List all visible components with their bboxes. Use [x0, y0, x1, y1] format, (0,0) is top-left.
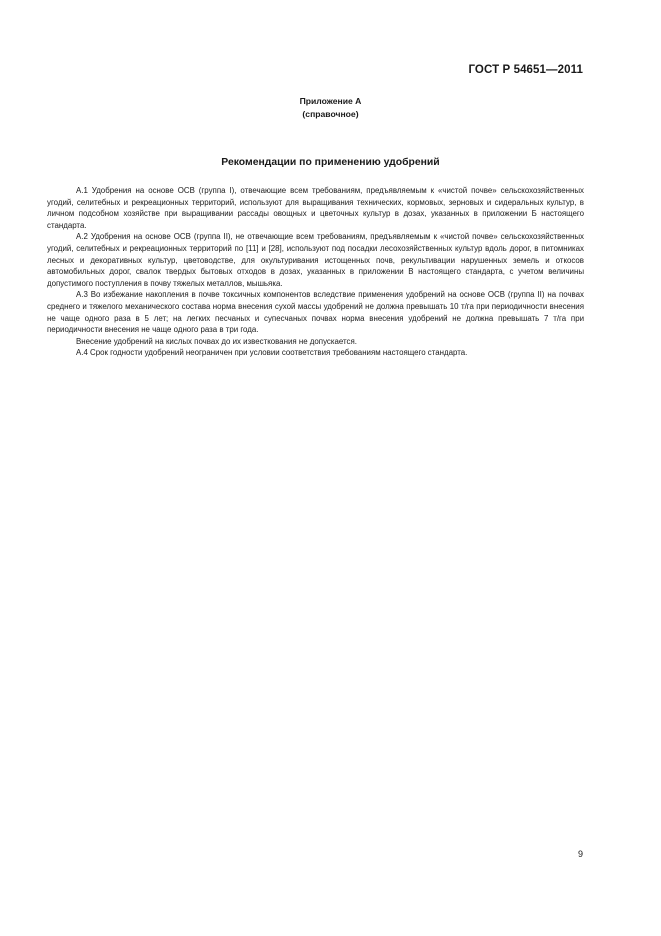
paragraph-a4: А.4 Срок годности удобрений неограничен при условии соответствия требованиям настоящего стандарта. — [76, 348, 468, 358]
section-title: Рекомендации по применению удобрений — [221, 157, 440, 168]
paragraph-a3: А.3 Во избежание накопления в почве токсичных компонентов вследствие применения удобрений на основе ОСВ (группа II) на почвах среднего и тяжелого механического состава норма внесения сухой массы удобрений не должна превышать 10 т/га при периодичности внесения не чаще одного раза в 5 лет; на легких песчаных и супесчаных почвах норма внесения удобрений не должна превышать 7 т/га при периодичности внесения не чаще одного раза в три года. — [47, 290, 584, 335]
page-number: 9 — [577, 849, 583, 859]
paragraph-a1: А.1 Удобрения на основе ОСВ (группа I), отвечающие всем требованиям, предъявляемым к «чистой почве» сельскохозяйственных угодий, селитебных и рекреационных территорий, используют для выращивания технических, кормовых, зерновых и сидеральных культур, в личном подсобном хозяйстве при выращивании рассады овощных и цветочных культур в дозах, указанных в приложении Б настоящего стандарта. — [47, 186, 584, 230]
annex-heading — [0, 95, 661, 121]
paragraph-a3-note: Внесение удобрений на кислых почвах до их известкования не допускается. — [76, 336, 357, 346]
body-text — [47, 185, 584, 359]
paragraph-a2: А.2 Удобрения на основе ОСВ (группа II), не отвечающие всем требованиям, предъявляемым к «чистой почве» сельскохозяйственных угодий, селитебных и рекреационных территорий по [11] и [28], используют под посадки лесохозяйственных культур вдоль дорог, в питомниках лесных и декоративных культур, цветоводстве, для окультуривания истощенных почв, рекультивации нарушенных земель и откосов автомобильных дорог, свалок твердых бытовых отходов в дозах, указанных в приложении В настоящего стандарта, с учетом величины допустимого поступления в почву тяжелых металлов, мышьяка. — [47, 232, 584, 288]
annex-title: Приложение А — [299, 96, 362, 106]
document-code: ГОСТ Р 54651—2011 — [468, 64, 583, 76]
annex-status: (справочное) — [302, 109, 359, 119]
